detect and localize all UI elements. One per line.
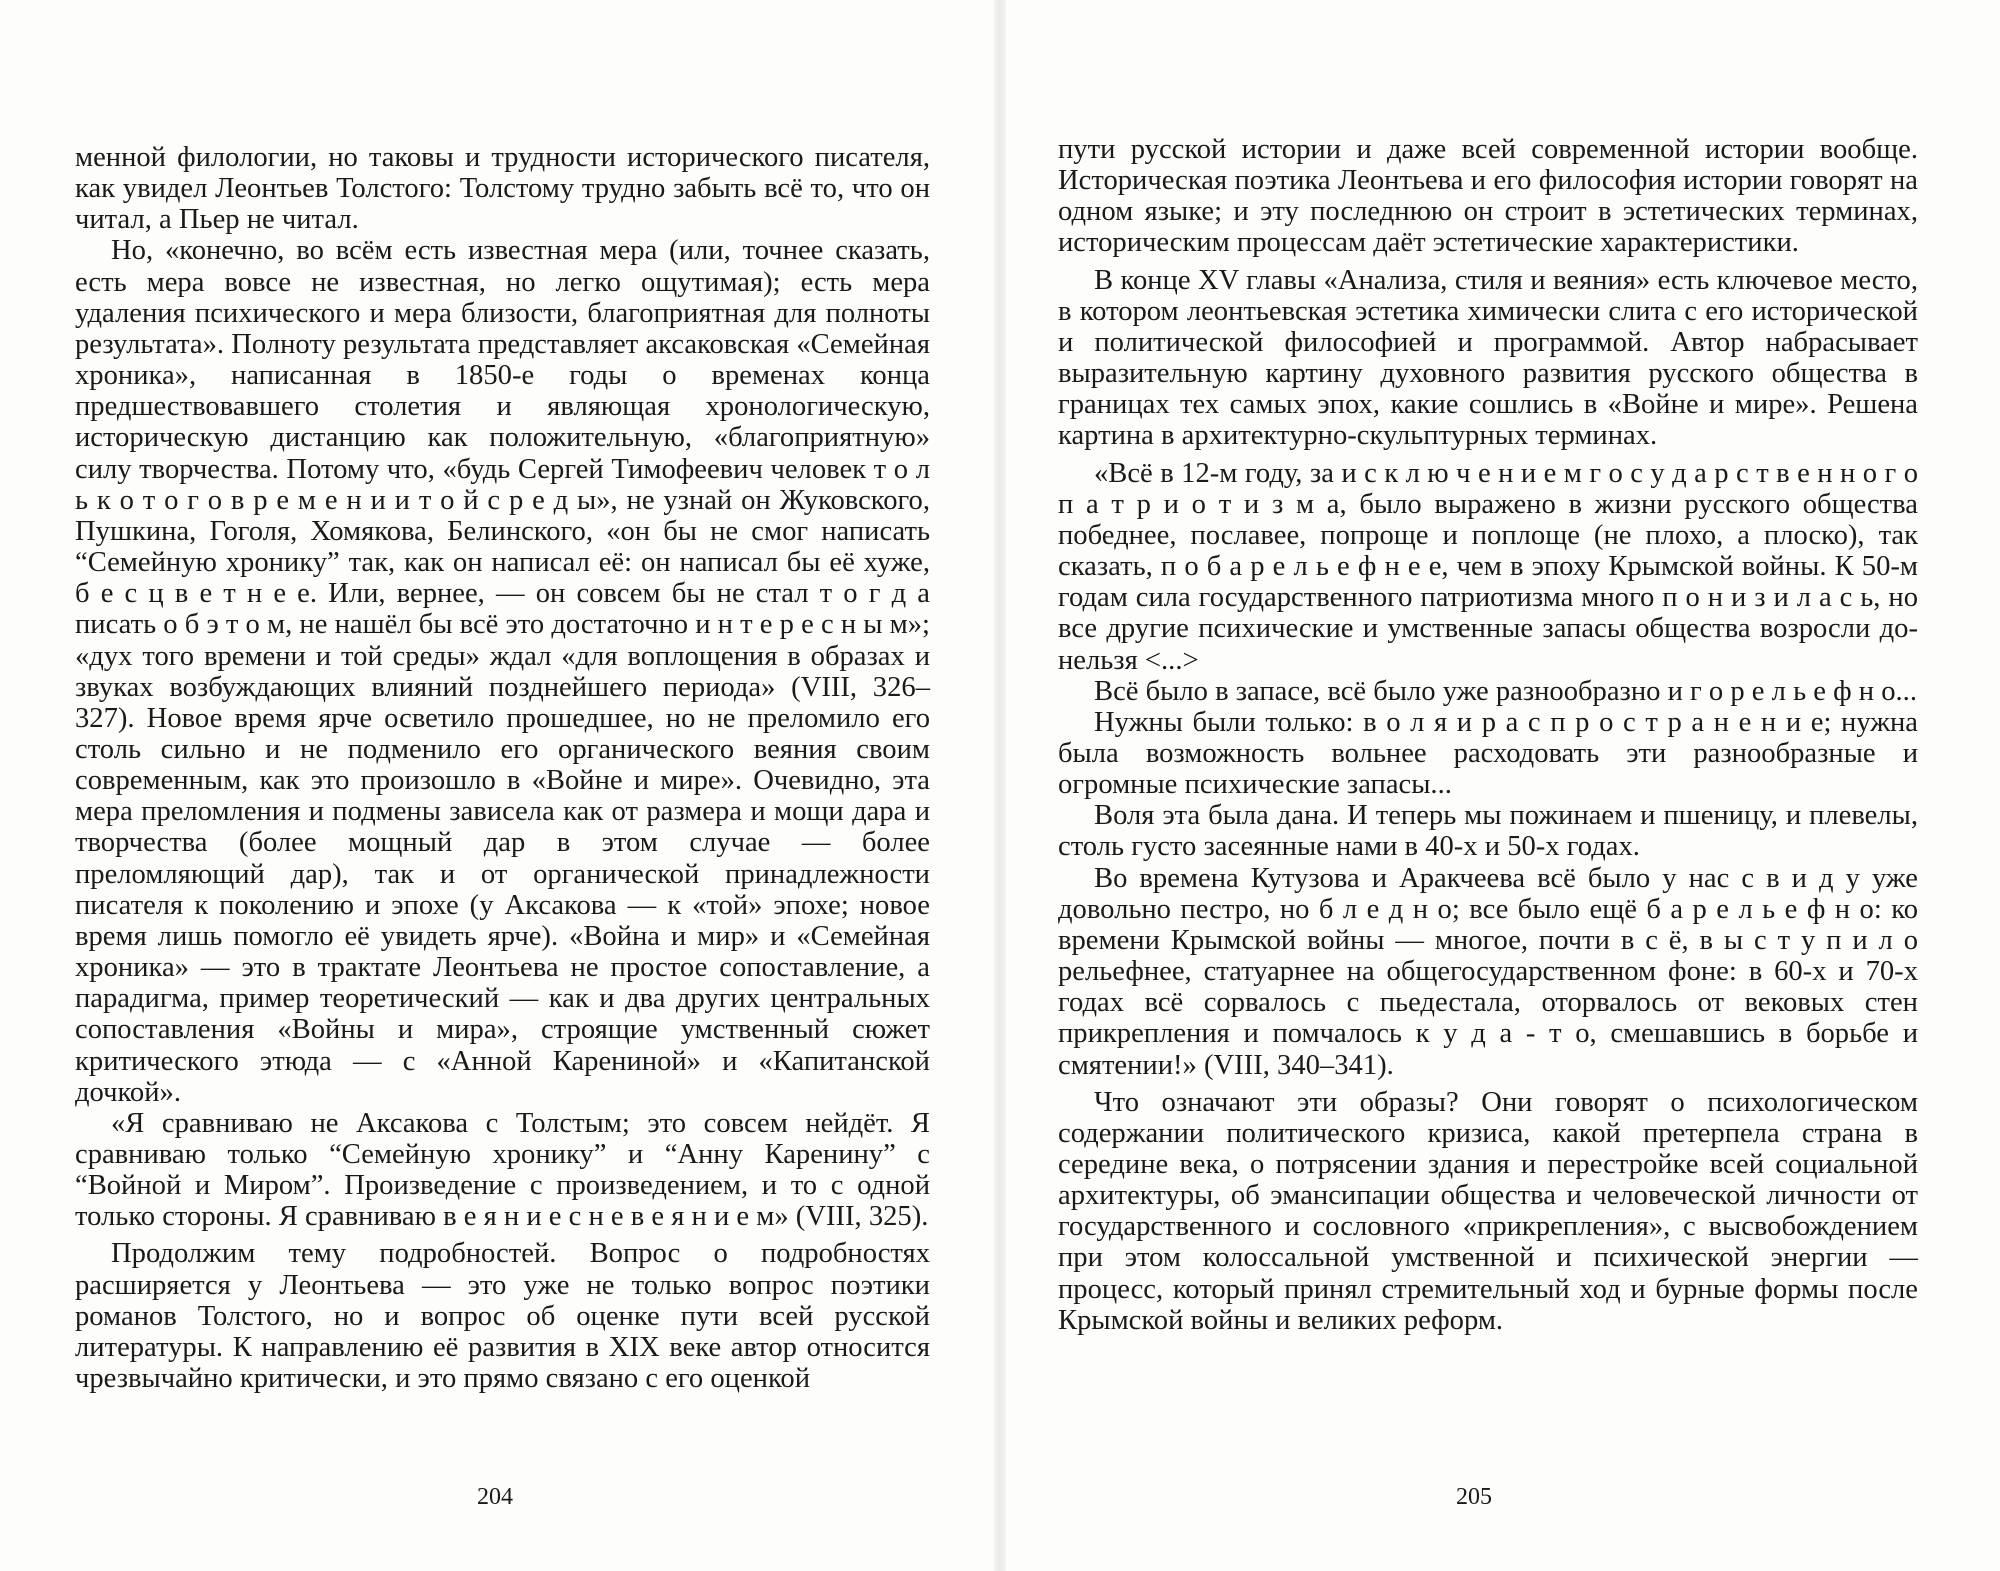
right-page-text xyxy=(1058,134,1918,1336)
paragraph: пути русской истории и даже всей современной истории вообще. Историческая поэтика Леонтьева и его философия истории говорят на одном языке; и эту последнюю он строит в эстетических терминах, историческим процессам даёт эстетические характеристики. xyxy=(1058,134,1918,259)
page-number: 204 xyxy=(477,1484,513,1510)
right-page xyxy=(1006,0,2000,1571)
paragraph: Что означают эти образы? Они говорят о психологическом содержании политического кризиса, какой претерпела страна в середине века, о потрясении здания и перестройке всей социальной архитектуры, об эмансипации общества и человеческой личности от государственного и сословного «прикрепления», с высвобождением при этом колоссальной умственной и психической энергии — процесс, который принял стремительный ход и бурные формы после Крымской войны и великих реформ. xyxy=(1058,1086,1918,1336)
quote-paragraph: Нужны были только: в о л я и р а с п р о с т р а н е н и е; нужна была возможность вольнее расходовать эти разнообразные и огромные психические запасы... xyxy=(1058,706,1918,801)
left-page xyxy=(0,0,994,1571)
book-gutter xyxy=(994,0,1006,1571)
paragraph: Продолжим тему подробностей. Вопрос о подробностях расширяется у Леонтьева — это уже не только вопрос поэтики романов Толстого, но и вопрос об оценке пути всей русской литературы. К направлению её развития в XIX веке автор относится чрезвычайно критически, и это прямо связано с его оценкой xyxy=(75,1238,930,1395)
quote-paragraph: Во времена Кутузова и Аракчеева всё было у нас с в и д у уже довольно пестро, но б л е д н о; все было ещё б а р е л ь е ф н о: ко времени Крымской войны — многое, почти в с ё, в ы с т у п и л о рельефнее, статуарнее на общегосударственном фоне: в 60-х и 70-х годах всё сорвалось с пьедестала, оторвалось от вековых стен прикрепления и помчалось к у д а - т о, смешавшись в борьбе и смятении!» (VIII, 340–341). xyxy=(1058,862,1918,1081)
page-number: 205 xyxy=(1456,1484,1492,1510)
quote-paragraph: «Всё в 12-м году, за и с к л ю ч е н и е м г о с у д а р с т в е н н о г о п а т р и о т и з м а, было выражено в жизни русского общества победнее, пославее, попроще и поплоще (не плохо, а плоско), так сказать, п о б а р е л ь е ф н е е, чем в эпоху Крымской войны. К 50-м годам сила государственного патриотизма много п о н и з и л а с ь, но все другие психические и умственные запасы общества возросли до-нельзя <...> xyxy=(1058,457,1918,676)
quote-paragraph: Всё было в запасе, всё было уже разнообразно и г о р е л ь е ф н о... xyxy=(1094,675,1917,707)
quote-paragraph: Воля эта была дана. И теперь мы пожинаем и пшеницу, и плевелы, столь густо засеянные нами в 40-х и 50-х годах. xyxy=(1058,800,1918,863)
paragraph: менной филологии, но таковы и трудности исторического писателя, как увидел Леонтьев Толстого: Толстому трудно забыть всё то, что он читал, а Пьер не читал. xyxy=(75,142,930,236)
paragraph: Но, «конечно, во всём есть известная мера (или, точнее сказать, есть мера вовсе не известная, но легко ощутимая); есть мера удаления психического и мера близости, благоприятная для полноты результата». Полноту результата представляет аксаковская «Семейная хроника», написанная в 1850-е годы о временах конца предшествовавшего столетия и являющая хронологическую, историческую дистанцию как положительную, «благоприятную» силу творчества. Потому что, «будь Сергей Тимофеевич человек т о л ь к о т о г о в р е м е н и и т о й с р е д ы», не узнай он Жуковского, Пушкина, Гоголя, Хомякова, Белинского, «он бы не смог написать “Семейную хронику” так, как он написал её: он написал бы её хуже, б е с ц в е т н е е. Или, вернее, — он совсем бы не стал т о г д а писать о б э т о м, не нашёл бы всё это достаточно и н т е р е с н ы м»; «дух того времени и той среды» ждал «для воплощения в образах и звуках возбуждающих влияний позднейшего периода» (VIII, 326–327). Новое время ярче осветило прошедшее, но не преломило его столь сильно и не подменило его органического веяния своим современным, как это произошло в «Войне и мире». Очевидно, эта мера преломления и подмены зависела как от размера и мощи дара и творчества (более мощный дар в этом случае — более преломляющий дар), так и от органической принадлежности писателя к поколению и эпохе (у Аксакова — к «той» эпохе; новое время лишь помогло её увидеть ярче). «Война и мир» и «Семейная хроника» — это в трактате Леонтьева не простое сопоставление, а парадигма, пример теоретический — как и два других центральных сопоставления «Войны и мира», строящие умственный сюжет критического этюда — с «Анной Карениной» и «Капитанской дочкой». xyxy=(75,235,930,1108)
paragraph: В конце XV главы «Анализа, стиля и веяния» есть ключевое место, в котором леонтьевская эстетика химически слита с его исторической и политической философией и программой. Автор набрасывает выразительную картину духовного развития русского общества в границах тех самых эпох, какие сошлись в «Войне и мире». Решена картина в архитектурно-скульптурных терминах. xyxy=(1058,264,1918,452)
left-page-text xyxy=(75,142,930,1394)
paragraph: «Я сравниваю не Аксакова с Толстым; это совсем нейдёт. Я сравниваю только “Семейную хронику” и “Анну Каренину” с “Войной и Миром”. Произведение с произведением, и то с одной только стороны. Я сравниваю в е я н и е с н е в е я н и е м» (VIII, 325). xyxy=(75,1107,930,1233)
